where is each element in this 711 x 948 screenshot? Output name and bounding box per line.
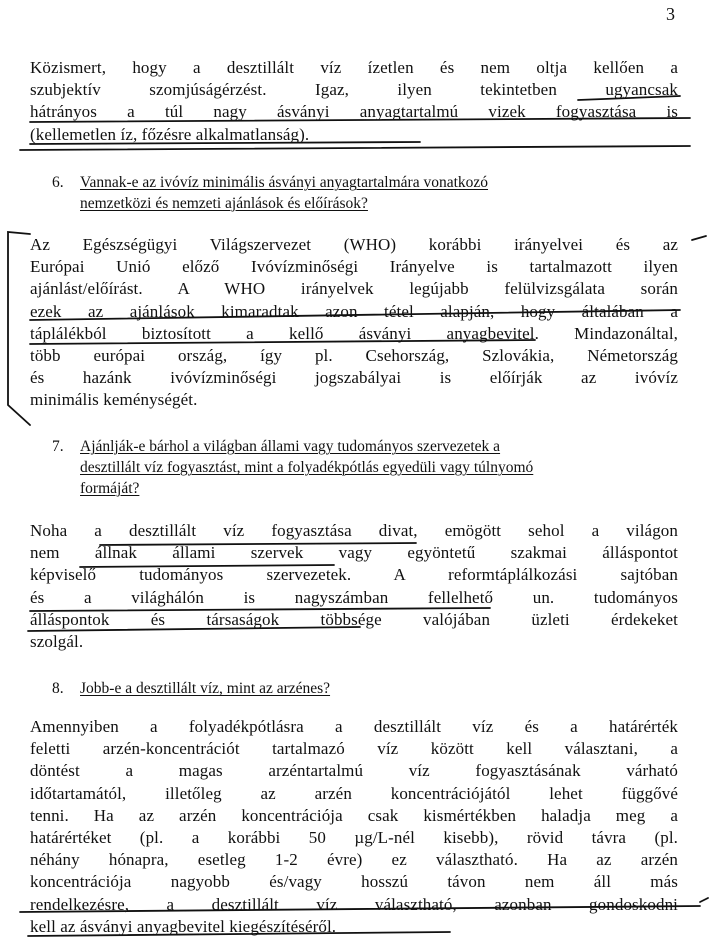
- pen-bracket: [8, 232, 30, 425]
- pen-mark: [692, 236, 706, 240]
- paragraph-line: hátrányos a túl nagy ásványi anyagtartalmú vizek fogyasztása is: [30, 102, 678, 122]
- paragraph-line: és hazánk ivóvízminőségi jogszabályai is előírják az ivóvíz: [30, 368, 678, 388]
- paragraph-line: szubjektív szomjúságérzést. Igaz, ilyen tekintetben ugyancsak: [30, 80, 678, 100]
- paragraph-trend: [30, 520, 678, 653]
- paragraph-line: koncentrációja nagyobb és/vagy hosszú távon nem áll más: [30, 872, 678, 892]
- pen-mark: [700, 898, 708, 902]
- paragraph-line: döntést a magas arzéntartalmú víz fogyasztásának várható: [30, 761, 678, 781]
- paragraph-line: minimális keménységét.: [30, 390, 198, 410]
- question-line: nemzetközi és nemzeti ajánlások és előírások?: [80, 195, 368, 212]
- paragraph-who: [30, 234, 678, 412]
- paragraph-line: rendelkezésre, a desztillált víz választható, azonban gondoskodni: [30, 894, 678, 914]
- question-line: Vannak-e az ivóvíz minimális ásványi anyagtartalmára vonatkozó: [80, 174, 489, 191]
- paragraph-line: álláspontok és társaságok többsége valójában üzleti érdekeket: [30, 609, 678, 629]
- question-line: Jobb-e a desztillált víz, mint az arzénes?: [80, 680, 331, 697]
- question-line: Ajánlják-e bárhol a világban állami vagy tudományos szervezetek a: [80, 438, 501, 455]
- paragraph-line: több európai ország, így pl. Csehország, Szlovákia, Németország: [30, 346, 678, 366]
- paragraph-line: határértéket (pl. a korábbi 50 µg/L-nél kisebb), rövid távra (pl.: [30, 828, 678, 848]
- question-line: desztillált víz fogyasztást, mint a folyadékpótlás egyedüli vagy túlnyomó: [80, 459, 534, 476]
- paragraph-line: Európai Unió előző Ivóvízminőségi Irányelve is tartalmazott ilyen: [30, 257, 678, 277]
- paragraph-line: Amennyiben a folyadékpótlásra a desztillált víz és a határérték: [30, 717, 678, 736]
- pen-underline: [20, 146, 690, 150]
- paragraph-line: képviselő tudományos szervezetek. A reformtáplálkozási sajtóban: [30, 565, 678, 585]
- paragraph-line: táplálékból biztosított a kellő ásványi anyagbevitel. Mindazonáltal,: [30, 323, 678, 343]
- paragraph-line: kell az ásványi anyagbevitel kiegészítéséről.: [30, 916, 337, 936]
- question-number: 7.: [52, 438, 64, 455]
- paragraph-line: és a világhálón is nagyszámban fellelhető un. tudományos: [30, 587, 678, 607]
- paragraph-line: Közismert, hogy a desztillált víz ízetlen és nem oltja kellően a: [30, 58, 678, 77]
- paragraph-line: szolgál.: [30, 632, 84, 652]
- paragraph-line: ezek az ajánlások kimaradtak azon tétel alapján, hogy általában a: [30, 301, 678, 321]
- question-7: [52, 436, 534, 499]
- question-number: 6.: [52, 174, 64, 191]
- paragraph-intro: [30, 57, 678, 146]
- paragraph-arsenic: [30, 716, 678, 938]
- paragraph-line: Az Egészségügyi Világszervezet (WHO) korábbi irányelvei és az: [30, 235, 678, 254]
- question-number: 8.: [52, 680, 64, 697]
- paragraph-line: ajánlást/előírást. A WHO irányelvek legújabb felülvizsgálata során: [30, 279, 678, 299]
- paragraph-line: tenni. Ha az arzén koncentrációja csak kismértékben haladja meg a: [30, 805, 678, 825]
- paragraph-line: időtartamától, illetőleg az arzén koncentrációjától lehet függővé: [30, 783, 678, 803]
- page-number: 3: [666, 4, 675, 24]
- question-6: [52, 172, 489, 214]
- paragraph-line: nem állnak állami szervek vagy egyöntetű szakmai álláspontot: [30, 543, 678, 563]
- paragraph-line: Noha a desztillált víz fogyasztása divat, emögött sehol a világon: [30, 521, 678, 540]
- question-line: formáját?: [80, 480, 140, 497]
- question-8: [52, 678, 331, 699]
- paragraph-line: (kellemetlen íz, főzésre alkalmatlanság).: [30, 124, 310, 144]
- paragraph-line: feletti arzén-koncentrációt tartalmazó víz között kell választani, a: [30, 739, 678, 759]
- paragraph-line: néhány hónapra, esetleg 1-2 évre) ez választható. Ha az arzén: [30, 850, 678, 870]
